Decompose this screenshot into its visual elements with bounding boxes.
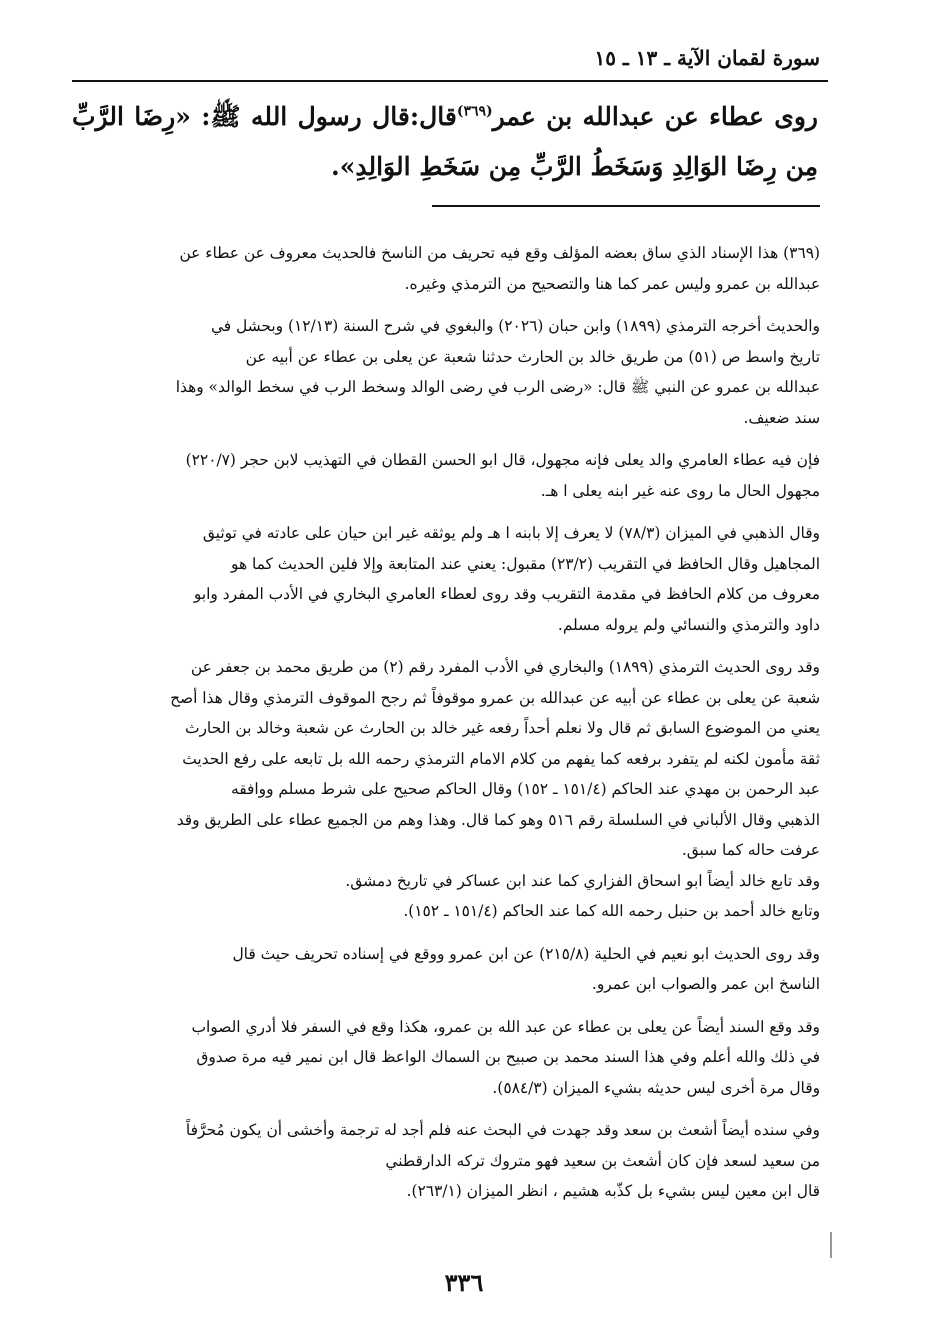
footnote-line: وقد وقع السند أيضاً عن يعلى بن عطاء عن عبد الله بن عمرو، هكذا وقع في السفر فلا أدري الصواب [191, 1017, 820, 1036]
footnote-paragraph [72, 1012, 820, 1104]
footnote-line: وقد روى الحديث الترمذي (١٨٩٩) والبخاري في الأدب المفرد رقم (٢) من طريق محمد بن جعفر عن [190, 658, 820, 676]
footnote-line: ثقة مأمون لكنه لم يتفرد برفعه كما يفهم من كلام الامام الترمذي رحمه الله بل تابعه على رفع الحديث [182, 749, 820, 768]
footnote-line: وتابع خالد أحمد بن حنبل رحمه الله كما عند الحاكم (١٥١/٤ ـ ١٥٢). [403, 902, 820, 920]
main-text-part-1: روى عطاء عن عبدالله بن عمر [492, 102, 818, 131]
footnote-line: وقد روى الحديث ابو نعيم في الحلية (٢١٥/٨) عن ابن عمرو ووقع في إسناده تحريف حيث قال [232, 944, 820, 963]
footnote-paragraph [72, 1115, 820, 1207]
footnote-line: تاريخ واسط ص (٥١) من طريق خالد بن الحارث حدثنا شعبة عن يعلى بن عطاء عن أبيه عن [245, 347, 820, 366]
footnote-line: فإن فيه عطاء العامري والد يعلى فإنه مجهول، قال ابو الحسن القطان في التهذيب لابن حجر (٢٢٠/٧) [185, 451, 820, 469]
footnote-line: وقال مرة أخرى ليس حديثه بشيء الميزان (٥٨٤/٣). [492, 1078, 820, 1097]
footnote-line: مجهول الحال ما روى عنه غير ابنه يعلى ا هـ. [540, 481, 820, 500]
footnote-line: عبدالله بن عمرو وليس عمر كما هنا والتصحيح من الترمذي وغيره. [404, 274, 820, 293]
footnote-line: والحديث أخرجه الترمذي (١٨٩٩) وابن حبان (٢٠٢٦) والبغوي في شرح السنة (١٢/١٣) وبحشل في [210, 317, 820, 335]
footnote-paragraph [72, 939, 820, 1000]
main-text-part-2: قال:قال رسول الله ﷺ: «رِضَا الرَّبِّ مِن رِضَا الوَالِدِ وَسَخَطُ الرَّبِّ مِن سَخَطِ الوَالِدِ». [72, 102, 818, 181]
footnote-paragraph [72, 652, 820, 927]
running-head: سورة لقمان الآية ـ ١٣ ـ ١٥ [594, 46, 820, 70]
footnote-line: وقد تابع خالد أيضاً ابو اسحاق الفزاري كما عند ابن عساكر في تاريخ دمشق. [345, 871, 820, 890]
page-number: ٣٣٦ [444, 1268, 484, 1297]
footnote-paragraph [72, 238, 820, 299]
footnote-line: عبد الرحمن بن مهدي عند الحاكم (١٥١/٤ ـ ١٥٢) وقال الحاكم صحيح على شرط مسلم ووافقه [231, 780, 820, 798]
footnote-line: داود والترمذي والنسائي ولم يروله مسلم. [557, 615, 820, 634]
margin-mark [830, 1232, 832, 1258]
footnote-line: الناسخ ابن عمر والصواب ابن عمرو. [591, 975, 820, 993]
header-rule [72, 80, 828, 82]
main-text [72, 92, 818, 192]
footnote-paragraph [72, 445, 820, 506]
footnotes [72, 238, 820, 1207]
footnote-paragraph [72, 518, 820, 640]
footnote-separator [432, 205, 820, 207]
footnote-line: عبدالله بن عمرو عن النبي ﷺ قال: «رضى الرب في رضى الوالد وسخط الرب في سخط الوالد» وهذا [175, 378, 820, 396]
footnote-paragraph [72, 311, 820, 433]
footnote-line: الذهبي وقال الألباني في السلسلة رقم ٥١٦ وهو كما قال. وهذا وهم من الجميع عطاء على الطريق وقد [176, 810, 820, 829]
footnote-line: وقال الذهبي في الميزان (٧٨/٣) لا يعرف إلا بابنه ا هـ ولم يوثقه غير ابن حيان على عادته في توثيق [202, 524, 820, 542]
footnote-line: في ذلك والله أعلم وفي هذا السند محمد بن صبيح بن السماك الواعظ قال ابن نمير فيه مرة صدوق [196, 1048, 820, 1066]
footnote-line: من سعيد لسعد فإن كان أشعث بن سعيد فهو متروك تركه الدارقطني [385, 1151, 820, 1170]
footnote-line: يعني من الموضوع السابق ثم قال ولا نعلم أحداً رفعه غير خالد بن الحارث عن شعبة وخالد بن الحارث [184, 719, 820, 737]
footnote-line: سند ضعيف. [743, 408, 820, 427]
footnote-line: معروف من كلام الحافظ في مقدمة التقريب وقد روى لعطاء العامري البخاري في الأدب المفرد وابو [193, 585, 820, 603]
footnote-line: (٣٦٩) هذا الإسناد الذي ساق بعضه المؤلف وقع فيه تحريف من الناسخ فالحديث معروف عن عطاء عن [179, 244, 820, 262]
footnote-line: المجاهيل وقال الحافظ في التقريب (٢٣/٢) مقبول: يعني عند المتابعة وإلا فلين الحديث كما هو [231, 554, 820, 573]
footnote-line: شعبة عن يعلى بن عطاء عن أبيه عن عبدالله بن عمرو موقوفاً ثم رجح الموقوف الترمذي وقال هذا أصح [170, 688, 820, 707]
footnote-line: وفي سنده أيضاً أشعث بن سعد وقد جهدت في البحث عنه فلم أجد له ترجمة وأخشى أن يكون مُحرَّفاً [185, 1121, 820, 1139]
footnote-line: قال ابن معين ليس بشيء بل كذّبه هشيم ، انظر الميزان (٢٦٣/١). [406, 1182, 820, 1200]
footnote-reference: (٣٦٩) [456, 103, 493, 120]
footnote-line: عرفت حاله كما سبق. [681, 841, 820, 859]
